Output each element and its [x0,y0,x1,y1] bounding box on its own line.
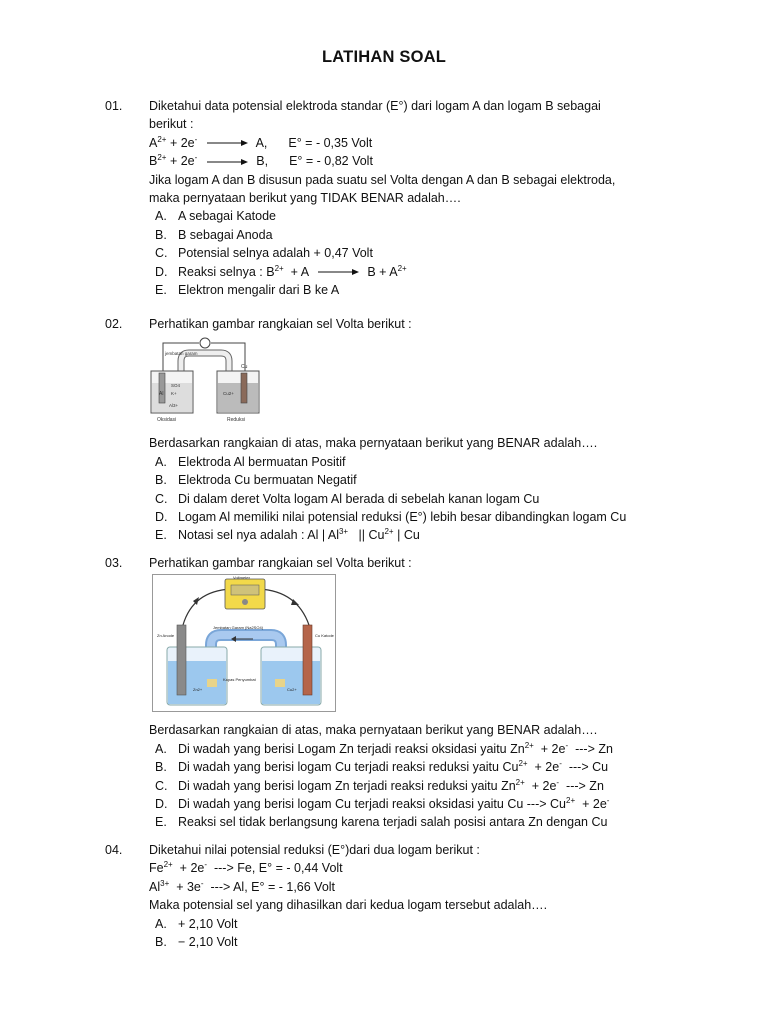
option-d[interactable]: D. Logam Al memiliki nilai potensial reduksi (E°) lebih besar dibandingkan logam Cu [155,509,627,524]
question-text: Jika logam A dan B disusun pada suatu sel Volta dengan A dan B sebagai elektroda, [149,172,616,187]
option-b[interactable]: B. B sebagai Anoda [155,227,273,242]
question-text: maka pernyataan berikut yang TIDAK BENAR adalah…. [149,190,461,205]
svg-text:Cu2+: Cu2+ [223,391,234,397]
reaction-arrow-icon [316,268,360,276]
svg-text:Reduksi: Reduksi [227,417,246,424]
option-c[interactable]: C. Di wadah yang berisi logam Zn terjadi reaksi reduksi yaitu $Zn^{2+} + 2e^-$ ---> Zn [155,777,604,793]
question-text: berikut : [149,117,194,132]
svg-text:K+: K+ [171,391,177,397]
question-number: 03. [105,556,123,570]
question-text: Maka potensial sel yang dihasilkan dari kedua logam tersebut adalah…. [149,898,548,913]
question-text: Berdasarkan rangkaian di atas, maka pernyataan berikut yang BENAR adalah…. [149,436,598,451]
volta-cell-diagram-zn-cu [152,574,336,712]
option-a[interactable]: A. + 2,10 Volt [155,916,238,931]
svg-text:Jembatan Garam (Na2SO4): Jembatan Garam (Na2SO4) [213,625,264,631]
reaction-fe: $Fe^{2+} + 2e^-$ ---> Fe, E° = - 0,44 Volt [149,860,343,876]
reaction-b: $B^{2+} + 2e^-$ B, E° = - 0,82 Volt [149,153,373,169]
reaction-arrow-icon [205,158,249,166]
question-text: Diketahui nilai potensial reduksi (E°)dari dua logam berikut : [149,843,480,857]
salt-bridge-label: jembatan garam [165,351,198,357]
svg-text:Zn2+: Zn2+ [193,687,203,693]
option-c[interactable]: C. Potensial selnya adalah + 0,47 Volt [155,246,373,261]
option-b[interactable]: B. Elektroda Cu bermuatan Negatif [155,473,357,488]
question-text: Diketahui data potensial elektroda standar (E°) dari logam A dan logam B sebagai [149,99,601,113]
page-title: LATIHAN SOAL [322,48,446,66]
svg-text:SO4: SO4 [171,383,181,389]
svg-text:Cu Katode: Cu Katode [315,633,334,639]
reaction-arrow-icon [205,139,249,147]
svg-text:Al3+: Al3+ [169,403,179,409]
option-e[interactable]: E. Reaksi sel tidak berlangsung karena terjadi salah posisi antara Zn dengan Cu [155,815,608,830]
option-a[interactable]: A. Di wadah yang berisi Logam Zn terjadi reaksi oksidasi yaitu $Zn^{2+} + 2e^-$ ---> Zn [155,740,613,756]
option-c[interactable]: C. Di dalam deret Volta logam Al berada di sebelah kanan logam Cu [155,491,540,506]
svg-text:Voltmeter: Voltmeter [233,575,250,581]
reaction-a: $A^{2+} + 2e^-$ A, E° = - 0,35 Volt [149,134,373,150]
svg-text:Cu: Cu [241,364,248,371]
reaction-al: $Al^{3+} + 3e^-$ ---> Al, E° = - 1,66 Volt [149,878,336,894]
question-text: Perhatikan gambar rangkaian sel Volta berikut : [149,317,412,331]
question-number: 04. [105,843,123,857]
volta-cell-diagram-al-cu [149,335,269,425]
svg-text:Cu2+: Cu2+ [287,687,297,693]
option-d[interactable]: D. Reaksi selnya : $B^{2+} + A$ $B + A^{2+}$ [155,263,407,279]
option-a[interactable]: A. Elektroda Al bermuatan Positif [155,454,346,469]
option-e[interactable]: E. Notasi sel nya adalah : Al | $Al^{3+}$ || $Cu^{2+}$ | Cu [155,527,420,543]
option-d[interactable]: D. Di wadah yang berisi logam Cu terjadi reaksi oksidasi yaitu Cu ---> $Cu^{2+} + 2e^-$ [155,795,610,811]
question-text: Perhatikan gambar rangkaian sel Volta berikut : [149,556,412,570]
option-a[interactable]: A. A sebagai Katode [155,209,276,224]
svg-text:Oksidasi: Oksidasi [157,417,177,424]
svg-text:Kapas Penyumbat: Kapas Penyumbat [223,677,256,683]
option-b[interactable]: B. Di wadah yang berisi logam Cu terjadi reaksi reduksi yaitu $Cu^{2+} + 2e^-$ ---> Cu [155,759,609,775]
svg-text:Al: Al [159,391,164,398]
option-e[interactable]: E. Elektron mengalir dari B ke A [155,282,340,297]
svg-text:Zn Anode: Zn Anode [157,633,175,639]
question-number: 02. [105,317,123,331]
option-b[interactable]: B. − 2,10 Volt [155,934,238,949]
question-number: 01. [105,99,123,113]
question-text: Berdasarkan rangkaian di atas, maka pernyataan berikut yang BENAR adalah…. [149,723,598,738]
